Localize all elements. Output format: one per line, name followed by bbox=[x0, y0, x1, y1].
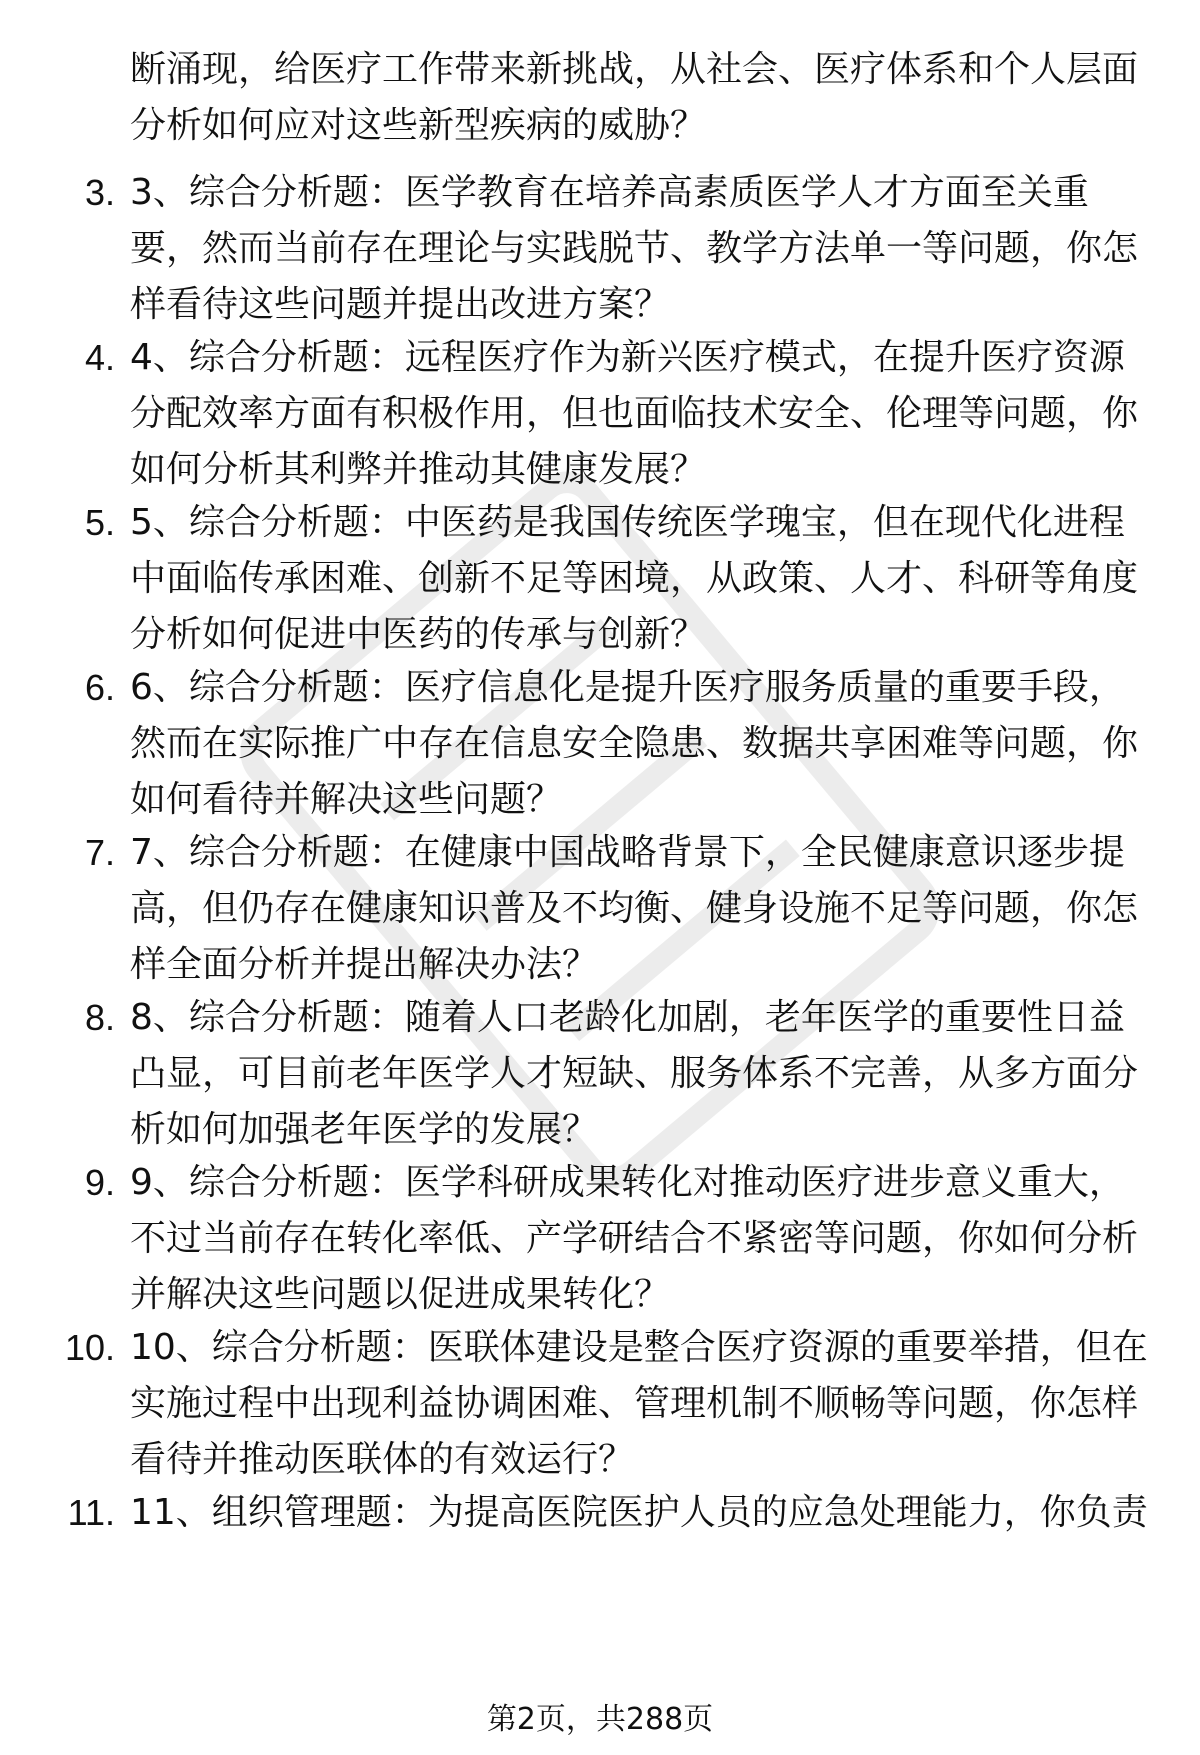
list-item-number: 11. bbox=[67, 1492, 115, 1533]
list-item-number: 4. bbox=[84, 337, 115, 378]
list-item-text: 11、组织管理题：为提高医院医护人员的应急处理能力，你负责 bbox=[130, 1492, 1148, 1533]
list-item-text: 3、综合分析题：医学教育在培养高素质医学人才方面至关重要，然而当前存在理论与实践脱节、教学方法单一等问题，你怎样看待这些问题并提出改进方案？ bbox=[130, 172, 1139, 325]
list-item-text: 9、综合分析题：医学科研成果转化对推动医疗进步意义重大，不过当前存在转化率低、产学研结合不紧密等问题，你如何分析并解决这些问题以促进成果转化？ bbox=[130, 1162, 1139, 1315]
page-footer: 第2页，共288页 bbox=[486, 1702, 714, 1737]
continuation-paragraph: 断涌现，给医疗工作带来新挑战，从社会、医疗体系和个人层面分析如何应对这些新型疾病的威胁？ bbox=[130, 49, 1139, 146]
list-item-number: 10. bbox=[64, 1327, 115, 1368]
list-item-text: 4、综合分析题：远程医疗作为新兴医疗模式，在提升医疗资源分配效率方面有积极作用，但也面临技术安全、伦理等问题，你如何分析其利弊并推动其健康发展？ bbox=[130, 337, 1139, 490]
list-item-number: 8. bbox=[84, 997, 115, 1038]
list-item-text: 6、综合分析题：医疗信息化是提升医疗服务质量的重要手段，然而在实际推广中存在信息安全隐患、数据共享困难等问题，你如何看待并解决这些问题？ bbox=[130, 667, 1139, 820]
list-item-text: 10、综合分析题：医联体建设是整合医疗资源的重要举措，但在实施过程中出现利益协调困难、管理机制不顺畅等问题，你怎样看待并推动医联体的有效运行？ bbox=[130, 1327, 1148, 1480]
list-item-number: 9. bbox=[84, 1162, 115, 1203]
list-item-text: 7、综合分析题：在健康中国战略背景下，全民健康意识逐步提高，但仍存在健康知识普及不均衡、健身设施不足等问题，你怎样全面分析并提出解决办法？ bbox=[130, 832, 1139, 985]
list-item-text: 8、综合分析题：随着人口老龄化加剧，老年医学的重要性日益凸显，可目前老年医学人才短缺、服务体系不完善，从多方面分析如何加强老年医学的发展？ bbox=[130, 997, 1139, 1150]
list-item-number: 7. bbox=[84, 832, 115, 873]
list-item-number: 5. bbox=[84, 502, 115, 543]
list-item-number: 3. bbox=[84, 172, 115, 213]
list-item-number: 6. bbox=[84, 667, 115, 708]
list-item-text: 5、综合分析题：中医药是我国传统医学瑰宝，但在现代化进程中面临传承困难、创新不足等困境，从政策、人才、科研等角度分析如何促进中医药的传承与创新？ bbox=[130, 502, 1139, 655]
